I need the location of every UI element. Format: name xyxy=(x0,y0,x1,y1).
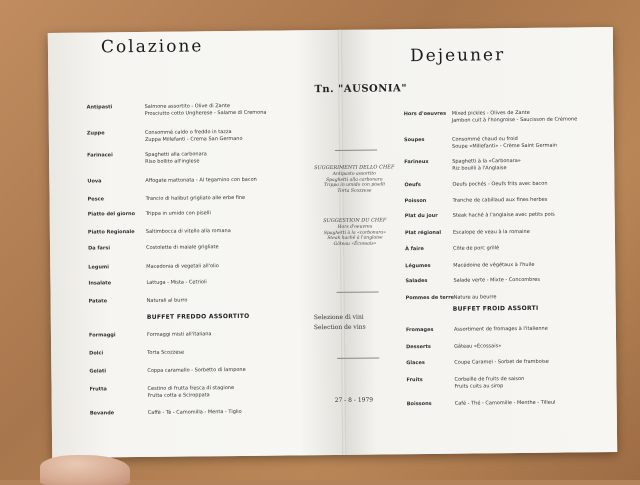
menu-section-items xyxy=(146,279,206,286)
menu-section-items xyxy=(453,277,540,284)
menu-section-items xyxy=(145,103,267,117)
menu-section-items xyxy=(147,367,245,375)
menu-item-line: Macédoine de végétaux à l'huile xyxy=(453,261,535,269)
menu-item-line: Salmone assortito - Olive di Zante xyxy=(144,103,230,110)
menu-item-line: Caffè - Tè - Camomilla - Menta - Tiglio xyxy=(147,408,242,416)
menu-section-label: Farineux xyxy=(404,158,429,166)
menu-item-line: Tranche de cabillaud aux fines herbes xyxy=(452,196,548,204)
menu-section-items xyxy=(453,212,555,220)
menu-item-line: Oeufs pochés - Oeufs frits avec bacon xyxy=(452,180,548,188)
suggestion-title-it: SUGGERIMENTI DELLO CHEF xyxy=(314,164,395,172)
menu-section-items xyxy=(454,326,548,333)
menu-item-line: Lattuga - Mista - Cetrioli xyxy=(146,279,207,286)
menu-item-line: Trippa in umido con piselli xyxy=(145,210,211,217)
menu-section-label: Gelati xyxy=(89,368,107,375)
menu-section-items xyxy=(147,350,184,357)
menu-section-label: Piatto del giorno xyxy=(87,211,136,218)
menu-item-line: Affogate mattonata - Al tegamino con bacon xyxy=(145,176,257,184)
menu-section-items xyxy=(146,244,219,251)
menu-item-line: Corbeille de fruits de saison xyxy=(454,375,525,383)
menu-section-items xyxy=(454,376,524,390)
menu-section-label: Salades xyxy=(405,277,428,285)
suggestion-item: Hors d'oeuvres xyxy=(337,224,373,230)
menu-item-line: Spaghetti alla carbonara xyxy=(145,151,207,158)
menu-item-line: Torta Scozzese xyxy=(147,349,185,356)
right-buffet-heading: BUFFET FROID ASSORTI xyxy=(452,304,539,313)
menu-section-label: Formaggi xyxy=(88,332,116,339)
menu-section-items xyxy=(453,197,548,204)
menu-section-label: Fromages xyxy=(405,326,434,334)
suggestion-title-fr: SUGGESTION DU CHEF xyxy=(323,217,387,225)
menu-section-items xyxy=(145,177,257,185)
menu-section-label: Glaces xyxy=(406,360,425,367)
menu-section-label: Farinacei xyxy=(87,152,113,159)
menu-section-label: Antipasti xyxy=(86,104,113,111)
suggestion-item: Trippa in umido con piselli xyxy=(323,182,385,189)
menu-item-line: Assortiment de fromages à l'italienne xyxy=(453,325,548,333)
menu-section-items xyxy=(147,297,188,304)
menu-section-items xyxy=(148,409,242,416)
menu-item-line: Consommé caldo o freddo in tazza xyxy=(144,129,232,136)
menu-section-label: Zuppe xyxy=(86,130,105,137)
menu-item-line: Saltimbocca di vitello alla romana xyxy=(145,228,231,235)
menu-section-label: Soupes xyxy=(403,137,425,144)
menu-section-items xyxy=(145,129,243,143)
divider-line xyxy=(337,357,379,358)
menu-item-line: Frutta cotta e Sciroppata xyxy=(147,391,210,399)
menu-item-line: Salade verte - Mixte - Concombres xyxy=(453,276,540,284)
menu-section-label: Frutta xyxy=(89,386,107,393)
menu-item-line: Naturali al burro xyxy=(146,297,188,304)
menu-section-items xyxy=(454,359,549,366)
left-buffet-heading: BUFFET FREDDO ASSORTITO xyxy=(146,312,250,321)
menu-item-line: Côte de porc grillé xyxy=(453,245,500,252)
menu-section-items xyxy=(453,229,530,236)
menu-item-line: Prosciutto cotto Ungherese - Salame di Cremona xyxy=(144,109,267,117)
suggestion-item: Steak haché à l'anglaise xyxy=(327,235,383,242)
menu-item-line: Riso bollito all'inglese xyxy=(145,157,200,165)
menu-section-items xyxy=(452,158,521,172)
wine-selection-it: Selezione di vini xyxy=(313,313,364,322)
menu-section-label: Boissons xyxy=(406,400,432,408)
menu-item-line: Riz bouilli à l'Anglaise xyxy=(452,164,507,172)
menu-item-line: Zuppa Millefanti - Crema San Germano xyxy=(144,135,243,143)
menu-item-line: Mixed pickles - Olives de Zante xyxy=(451,109,530,117)
menu-section-label: Patate xyxy=(88,298,108,305)
suggestion-list-fr xyxy=(300,224,410,247)
menu-section-items xyxy=(146,210,211,217)
menu-section-label: Uova xyxy=(87,178,102,185)
suggestion-item: Spaghetti à la «carbonara» xyxy=(323,229,386,236)
menu-section-items xyxy=(145,151,207,165)
menu-section-items xyxy=(454,343,501,350)
menu-section-label: Fruits xyxy=(406,377,423,384)
hand xyxy=(40,455,130,485)
menu-section-items xyxy=(146,195,246,203)
menu-item-line: Jambon cuit à l'hongroise - Saucisson de Crémone xyxy=(451,115,578,124)
menu-item-line: Café - Thé - Camomille - Menthe - Tilleul xyxy=(454,399,556,407)
menu-item-line: Formaggi misti all'italiana xyxy=(146,331,212,338)
menu-section-items xyxy=(146,228,231,235)
menu-date: 27 - 8 - 1979 xyxy=(334,396,374,404)
menu-item-line: Coupe Caramel - Sorbet de framboise xyxy=(454,358,549,366)
wine-selection-fr: Selection de vins xyxy=(313,323,366,332)
menu-item-line: Gâteau «Écossais» xyxy=(454,343,502,350)
suggestion-item: Spaghetti alla carbonara xyxy=(326,176,383,183)
menu-section-label: Pesce xyxy=(87,196,104,203)
menu-section-label: Piatto Regionale xyxy=(87,229,135,236)
menu-item-line: Fruits cuits au sirop xyxy=(454,382,504,390)
menu-section-label: Oeufs xyxy=(404,182,421,189)
ship-name: Tn. "AUSONIA" xyxy=(314,83,408,96)
menu-section-items xyxy=(452,109,578,123)
menu-section-label: Bevande xyxy=(89,410,115,417)
menu-section-label: Dolci xyxy=(89,350,104,357)
menu-section-label: Pommes de terre xyxy=(405,294,455,302)
menu-section-label: Insalate xyxy=(88,280,112,287)
menu-section-items xyxy=(453,262,534,269)
menu-section-label: Legumi xyxy=(88,264,109,271)
divider-line xyxy=(337,291,379,292)
menu-section-label: Plat régional xyxy=(404,229,442,237)
menu-section-items xyxy=(454,294,497,301)
chef-suggestions-fr xyxy=(300,217,410,247)
divider-line xyxy=(335,150,377,151)
menu-section-label: Da farsi xyxy=(88,245,111,252)
menu-section-items xyxy=(148,385,235,399)
menu-item-line: Spaghetti à la «Carbonara» xyxy=(452,157,521,165)
menu-section-items xyxy=(455,400,556,408)
menu-section-label: Plat du jour xyxy=(404,212,438,220)
suggestion-item: Gâteau «Écossais» xyxy=(333,241,377,247)
menu-section-items xyxy=(452,136,557,150)
menu-item-line: Steak haché à l'anglaise avec petits pois xyxy=(452,211,555,219)
menu-section-label: Poisson xyxy=(404,197,427,205)
menu-section-items xyxy=(452,181,547,188)
menu-item-line: Costolette di maiale grigliate xyxy=(146,244,219,251)
menu-section-label: Légumes xyxy=(405,262,431,270)
right-page-title: Dejeuner xyxy=(409,45,506,67)
menu-item-line: Nature au beurre xyxy=(453,294,497,301)
suggestion-item: Antipasto assortito xyxy=(332,171,376,177)
suggestion-list-it xyxy=(299,171,409,194)
menu-item-line: Coppa caramello - Sorbetto di lampone xyxy=(147,366,246,374)
menu-section-label: Desserts xyxy=(406,343,431,351)
menu-item-line: Escalope de veau à la romaine xyxy=(452,228,530,236)
chef-suggestions-it xyxy=(299,164,409,194)
menu-item-line: Macedonia di vegetali all'olio xyxy=(146,263,219,270)
menu-item-line: Soupe «Millefanti» - Crème Saint Germain xyxy=(451,142,558,150)
menu-section-label: Hors d'oeuvres xyxy=(403,110,447,118)
menu-item-line: Consommé chaud ou froid xyxy=(451,136,518,143)
menu-item-line: Trancio di halibut grigliato alle erbe fine xyxy=(145,194,246,202)
menu-section-items xyxy=(453,245,499,252)
menu-section-label: À faire xyxy=(405,246,424,253)
menu-section-items xyxy=(147,331,212,338)
suggestion-item: Torta Scozzese xyxy=(337,188,372,194)
menu-item-line: Cestino di frutta fresca di stagione xyxy=(147,385,235,392)
menu-section-items xyxy=(146,263,219,270)
left-page-title: Colazione xyxy=(100,36,204,58)
